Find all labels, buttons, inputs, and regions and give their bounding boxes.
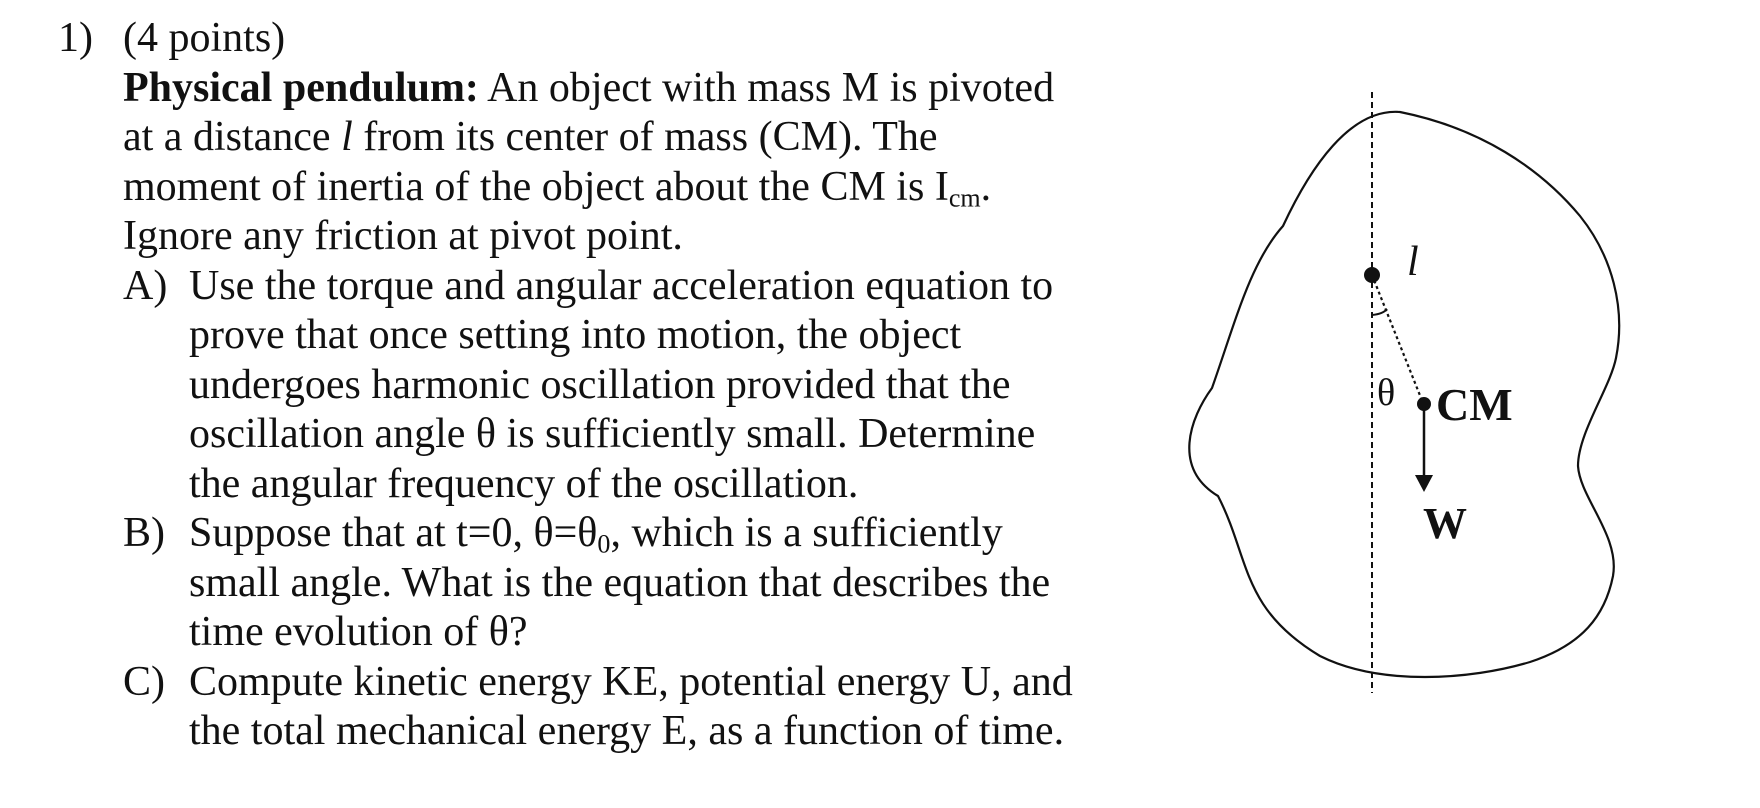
part-b-letter: B) xyxy=(123,510,165,556)
part-b-text-b: , which is a sufficiently xyxy=(610,510,1003,556)
part-b-line-1 xyxy=(58,509,1108,559)
part-b-text: small angle. What is the equation that describes the xyxy=(189,559,1051,606)
intro-line-2b: from its center of mass (CM). The xyxy=(352,114,938,160)
part-a-line-4 xyxy=(58,410,1108,460)
part-c-letter: C) xyxy=(123,658,165,705)
intro-icm-subscript: cm xyxy=(948,183,981,212)
part-a-line-2 xyxy=(58,311,1108,361)
intro-line-3b: . xyxy=(980,163,992,210)
intro-l-symbol: l xyxy=(341,114,353,160)
pivot-point xyxy=(1364,267,1380,283)
part-a-text: oscillation angle θ is sufficiently small. Determine xyxy=(189,411,1036,457)
intro-line-3a: moment of inertia of the object about the CM is I xyxy=(123,163,949,210)
intro-line-2a: at a distance xyxy=(123,114,342,160)
cm-label: CM xyxy=(1436,379,1513,430)
intro-line-2 xyxy=(58,113,1108,163)
weight-arrow-head xyxy=(1415,475,1433,492)
part-a-letter: A) xyxy=(123,262,168,309)
intro-line-4 xyxy=(58,212,1108,262)
problem-header xyxy=(58,14,1108,64)
pendulum-diagram xyxy=(1180,88,1680,708)
part-b-line-3 xyxy=(58,608,1108,658)
problem-number: 1) xyxy=(58,15,93,61)
part-b-text-a: Suppose that at t=0, θ=θ xyxy=(189,510,598,556)
intro-heading: Physical pendulum: xyxy=(123,64,479,111)
part-b-line-2 xyxy=(58,559,1108,609)
theta-label: θ xyxy=(1377,372,1396,414)
part-a-text: Use the torque and angular acceleration equation to xyxy=(189,262,1054,309)
part-a-text: the angular frequency of the oscillation. xyxy=(189,460,859,507)
part-b-text: time evolution of θ? xyxy=(189,609,528,655)
intro-line-1-text: An object with mass M is pivoted xyxy=(478,64,1055,111)
intro-line-1 xyxy=(58,64,1108,114)
length-label: l xyxy=(1407,239,1419,285)
object-outline xyxy=(1189,112,1619,677)
part-a-text: prove that once setting into motion, the object xyxy=(189,312,962,358)
intro-line-3 xyxy=(58,163,1108,213)
part-a-line-3 xyxy=(58,361,1108,411)
problem-points: (4 points) xyxy=(123,15,286,61)
part-c-line-1 xyxy=(58,658,1108,708)
part-c-line-2 xyxy=(58,707,1108,757)
part-b-theta0-subscript: 0 xyxy=(597,529,611,559)
part-a-line-5 xyxy=(58,460,1108,510)
part-c-text: Compute kinetic energy KE, potential energy U, and xyxy=(189,658,1073,705)
part-a-line-1 xyxy=(58,262,1108,312)
pendulum-figure xyxy=(1180,88,1680,708)
part-c-text: the total mechanical energy E, as a function of time. xyxy=(189,708,1065,754)
intro-line-4-text: Ignore any friction at pivot point. xyxy=(123,213,683,259)
part-a-text: undergoes harmonic oscillation provided that the xyxy=(189,361,1011,408)
theta-arc xyxy=(1372,309,1387,315)
weight-label: W xyxy=(1423,499,1467,548)
